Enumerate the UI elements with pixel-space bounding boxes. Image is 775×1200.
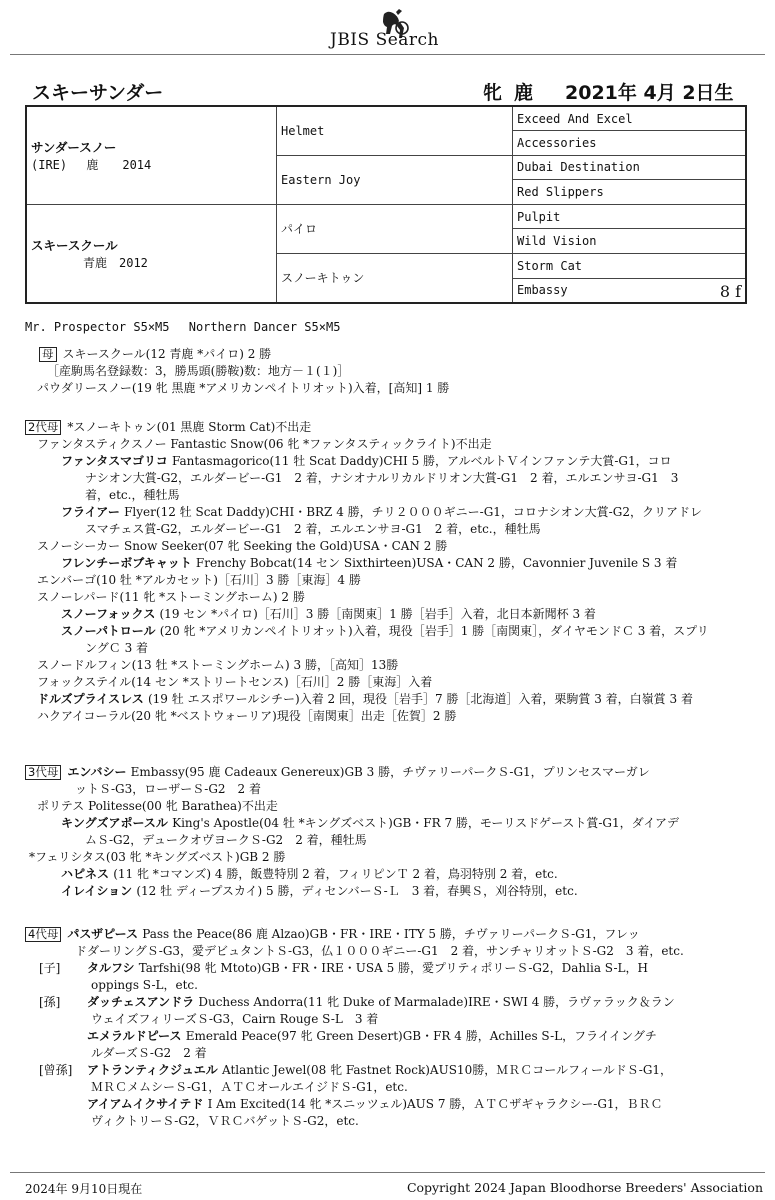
family-line [25,572,745,589]
horse-record: スノーシーカー Snow Seeker(07 牝 Seeking the Gold)USA・CAN 2 勝 [37,539,448,553]
family-line [25,1096,745,1113]
horse-record: (19 牡 エスポワールシチー)入着 2 回，現役［岩手］7 勝［北海道］入着，栗駒賞 3 着，白嶺賞 3 着 [147,692,693,706]
family-line [25,798,745,815]
horse-link[interactable]: エメラルドピース [87,1029,186,1043]
horse-record: ナシオン大賞-G2，エルダービー-G1 2 着，ナシオナルリカルドリオン大賞-G1 2 着，エルエンサヨ-G1 3 [85,471,679,485]
horse-record: (19 セン *パイロ)［石川］3 勝［南関東］1 勝［岩手］入着，北日本新聞杯 3 着 [159,607,596,621]
dam-name[interactable]: スキースクール [31,237,118,253]
horse-record: Flyer(12 牡 Scat Daddy)CHI・BRZ 4 勝，チリ２０００ギニー-G1，コロナシオン大賞-G2，クリアドレ [124,505,702,519]
pedigree-table [25,105,747,304]
family-line [25,346,745,363]
horse-link[interactable]: ダッチェスアンドラ [87,995,199,1009]
footer-copyright: Copyright 2024 Japan Bloodhorse Breeders' Association [406,1180,763,1195]
logo-text[interactable]: JBIS Search [330,30,440,50]
pedigree-gen3-8 [513,278,747,303]
relation-label: [子] [39,961,61,975]
family-line [25,781,745,798]
family-line [25,1079,745,1096]
horse-record: ルダーズＳ-G2 2 着 [91,1046,207,1060]
horse-record: Emerald Peace(97 牝 Green Desert)GB・FR 4 勝，Achilles S-L，フライイングチ [185,1029,657,1043]
inbreeding-cross: Mr. Prospector S5×M5 Northern Dancer S5×M5 [25,320,341,334]
relation-label: [孫] [39,995,61,1009]
horse-record: oppings S-L，etc. [91,978,198,992]
horse-birthdate: 2021年 4月 2日生 [565,82,734,104]
family-line [25,943,745,960]
family-line [25,606,745,623]
pedigree-gen3-7[interactable]: Storm Cat [513,254,747,279]
family-line [25,1113,745,1130]
family-line [25,1062,745,1079]
horse-record: Duchess Andorra(11 牝 Duke of Marmalade)IRE・SWI 4 勝，ラヴァラック＆ラン [198,995,675,1009]
family-line [25,555,745,572]
family-line [25,1028,745,1045]
horse-link[interactable]: エンバシー [67,765,131,779]
family-line [25,521,745,538]
horse-color: 鹿 [514,82,534,104]
horse-record: ファンタスティクスノー Fantastic Snow(06 牝 *ファンタスティックライト)不出走 [37,437,492,451]
horse-record: エンバーゴ(10 牡 *アルカセット)［石川］3 勝［東海］4 勝 [37,573,361,587]
generation-tag: 3代母 [25,765,61,780]
family-line [25,815,745,832]
horse-record: ［産駒馬名登録数：3，勝馬頭(勝鞍)数：地方－１(１)］ [47,364,350,378]
family-line [25,623,745,640]
family-line [25,453,745,470]
sire-info: (IRE) 鹿 2014 [31,157,152,172]
pedigree-sire [26,106,277,204]
family-line [25,589,745,606]
family-line [25,674,745,691]
family-line [25,691,745,708]
horse-link[interactable]: フライアー [61,505,125,519]
pedigree-gen3-2[interactable]: Accessories [513,131,747,156]
horse-record: (11 牝 *コマンズ) 4 勝，飯豊特別 2 着，フィリピンＴ 2 着，鳥羽特別 2 着，etc. [113,867,558,881]
horse-link[interactable]: ハピネス [61,867,114,881]
section-dam [25,346,745,397]
footer-date: 2024年 9月10日現在 [25,1182,143,1196]
horse-record: ドダーリングＳ-G3，愛デビュタントＳ-G3，仏１０００ギニー-G1 2 着，サンチャリオットＳ-G2 3 着，etc. [75,944,684,958]
horse-record: King's Apostle(04 牡 *キングズベスト)GB・FR 7 勝，モーリスドゲースト賞-G1，ダイアデ [172,816,680,830]
family-line [25,977,745,994]
horse-record: 着，etc.，種牡馬 [85,488,180,502]
pedigree-gen3-5[interactable]: Pulpit [513,204,747,229]
family-line [25,504,745,521]
horse-record: ットＳ-G3，ローザーＳ-G2 2 着 [75,782,262,796]
horse-name: スキーサンダー [32,82,164,104]
family-line [25,363,745,380]
family-line [25,708,745,725]
pedigree-gen2-3[interactable]: パイロ [277,204,513,253]
horse-record: Fantasmagorico(11 牡 Scat Daddy)CHI 5 勝，アルベルトＶインファンテ大賞-G1，コロ [171,454,672,468]
family-line [25,832,745,849]
horse-record: ヴィクトリーＳ-G2，ＶＲＣバゲットＳ-G2，etc. [91,1114,359,1128]
horse-record: *フェリシタス(03 牝 *キングズベスト)GB 2 勝 [29,850,286,864]
section-4th-dam [25,926,745,1130]
family-line [25,994,745,1011]
relation-label: [曾孫] [39,1063,73,1077]
family-line [25,538,745,555]
pedigree-gen2-1[interactable]: Helmet [277,106,513,155]
family-line [25,883,745,900]
family-line [25,657,745,674]
horse-record: Embassy(95 鹿 Cadeaux Genereux)GB 3 勝，チヴァリーパークＳ-G1，プリンセスマーガレ [130,765,650,779]
family-line [25,380,745,397]
generation-tag: 母 [39,347,57,362]
family-line [25,487,745,504]
horse-link[interactable]: ファンタスマゴリコ [61,454,172,468]
horse-link[interactable]: タルフシ [87,961,139,975]
horse-record: Atlantic Jewel(08 牝 Fastnet Rock)AUS10勝，ＭＲＣコールフィールドＳ-G1， [221,1063,673,1077]
family-line [25,436,745,453]
horse-record: (12 牡 ディープスカイ) 5 勝，ディセンバーＳ-Ｌ 3 着，春興Ｓ，刈谷特別，etc. [136,884,578,898]
inbreeding-mark: 8 f [719,281,741,301]
generation-tag: 4代母 [25,927,61,942]
family-line [25,470,745,487]
family-line [25,866,745,883]
horse-record: *スノーキトゥン(01 黒鹿 Storm Cat)不出走 [67,420,312,434]
family-line [25,1045,745,1062]
section-3rd-dam [25,764,745,900]
horse-record: Tarfshi(98 牝 Mtoto)GB・FR・IRE・USA 5 勝，愛プリティポリーＳ-G2，Dahlia S-L，H [138,961,648,975]
generation-tag: 2代母 [25,420,61,435]
pedigree-gen3-4[interactable]: Red Slippers [513,180,747,205]
horse-record: パウダリースノー(19 牝 黒鹿 *アメリカンペイトリオット)入着，[高知] 1 勝 [37,381,450,395]
horse-record: I Am Excited(14 牝 *スニッツェル)AUS 7 勝，ＡＴＣザギャラクシー-G1，ＢＲＣ [207,1097,663,1111]
family-line [25,926,745,943]
horse-link[interactable]: スノーパトロール [61,624,160,638]
pedigree-gen3-3[interactable]: Dubai Destination [513,155,747,180]
family-line [25,960,745,977]
horse-record: ムＳ-G2，デュークオヴヨークＳ-G2 2 着，種牡馬 [85,833,367,847]
horse-record: ウェイズフィリーズＳ-G3，Cairn Rouge S-L 3 着 [91,1012,379,1026]
horse-record: (20 牝 *アメリカンペイトリオット)入着，現役［岩手］1 勝［南関東］，ダイヤモンドＣ 3 着，スプリ [159,624,709,638]
horse-record: スノーレパード(11 牝 *ストーミングホーム) 2 勝 [37,590,305,604]
family-line [25,419,745,436]
horse-record: Pass the Peace(86 鹿 Alzao)GB・FR・IRE・ITY 5 勝，チヴァリーパークＳ-G1，フレッ [142,927,640,941]
horse-record: ＭＲＣメムシーＳ-G1，ＡＴＣオールエイジドＳ-G1，etc. [91,1080,408,1094]
pedigree-gen2-2[interactable]: Eastern Joy [277,155,513,204]
pedigree-gen3-1[interactable]: Exceed And Excel [513,106,747,131]
horse-link[interactable]: スノーフォックス [61,607,160,621]
family-line [25,640,745,657]
pedigree-dam [26,204,277,302]
gen3-8-name[interactable]: Embassy [517,283,568,298]
horse-link[interactable]: アトランティクジュエル [87,1063,222,1077]
horse-record: Frenchy Bobcat(14 セン Sixthirteen)USA・CAN 2 勝，Cavonnier Juvenile S 3 着 [195,556,678,570]
pedigree-gen2-4[interactable]: スノーキトゥン [277,254,513,303]
horse-record: ングＣ 3 着 [85,641,149,655]
section-2nd-dam [25,419,745,725]
horse-link[interactable]: パスザピース [67,927,143,941]
family-line [25,764,745,781]
family-line [25,849,745,866]
horse-sex: 牝 [483,82,503,104]
horse-record: ハクアイコーラル(20 牝 *ベストウォーリア)現役［南関東］出走［佐賀］2 勝 [37,709,457,723]
horse-record: フォックステイル(14 セン *ストリートセンス)［石川］2 勝［東海］入着 [37,675,433,689]
horse-link[interactable]: キングズアポースル [61,816,173,830]
horse-link[interactable]: アイアムイクサイテド [87,1097,208,1111]
dam-info: 青鹿 2012 [83,255,148,270]
horse-record: スノードルフィン(13 牡 *ストーミングホーム) 3 勝，［高知］13勝 [37,658,399,672]
horse-link[interactable]: ドルズプライスレス [37,692,148,706]
footer-divider [10,1172,765,1173]
horse-record: ポリテス Politesse(00 牝 Barathea)不出走 [37,799,278,813]
horse-record: スマチェス賞-G2，エルダービー-G1 2 着，エルエンサヨ-G1 2 着，etc.，種牡馬 [85,522,541,536]
pedigree-gen3-6[interactable]: Wild Vision [513,229,747,254]
sire-name[interactable]: サンダースノー [31,139,117,155]
horse-link[interactable]: フレンチーボブキャット [61,556,196,570]
header-divider [10,54,765,55]
horse-link[interactable]: イレイション [61,884,137,898]
family-line [25,1011,745,1028]
horse-record: スキースクール(12 青鹿 *パイロ) 2 勝 [62,347,272,361]
